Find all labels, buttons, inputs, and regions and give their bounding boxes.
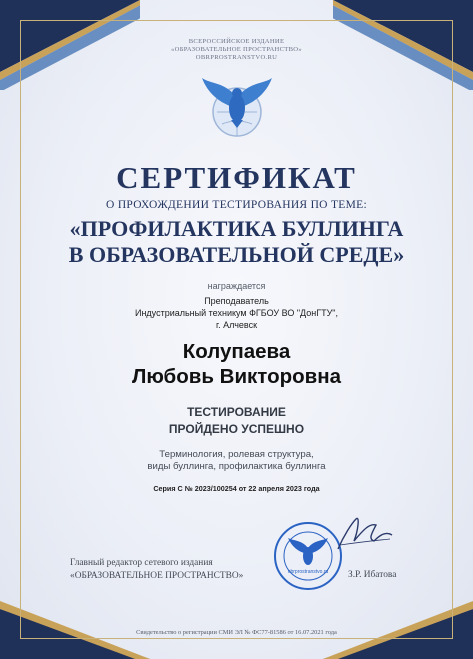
publisher-line2: «ОБРАЗОВАТЕЛЬНОЕ ПРОСТРАНСТВО»	[171, 46, 302, 53]
result-desc2: виды буллинга, профилактика буллинга	[147, 461, 326, 472]
top-right-corner-decoration	[333, 0, 473, 90]
awarded-label: награждается	[207, 281, 266, 291]
editor-role-line2: «ОБРАЗОВАТЕЛЬНОЕ ПРОСТРАНСТВО»	[70, 570, 244, 581]
recipient-organization: Индустриальный техникум ФГБОУ ВО "ДонГТУ",	[134, 308, 338, 318]
stamp-text: obrprostranstvo.ru	[287, 569, 329, 575]
editor-role	[70, 557, 243, 582]
certificate-subtitle: О ПРОХОЖДЕНИИ ТЕСТИРОВАНИЯ ПО ТЕМЕ:	[106, 199, 367, 211]
recipient-city: г. Алчевск	[215, 320, 258, 330]
editor-name: З.Р. Ибатова	[348, 570, 397, 580]
publisher-line1: ВСЕРОССИЙСКОЕ ИЗДАНИЕ	[188, 38, 285, 45]
top-left-corner-decoration	[0, 0, 140, 90]
result-line1: ТЕСТИРОВАНИЕ	[187, 405, 286, 419]
recipient-surname: Колупаева	[182, 340, 291, 363]
result-line2: ПРОЙДЕНО УСПЕШНО	[168, 422, 305, 436]
bottom-left-corner-decoration	[0, 589, 150, 659]
certificate-title: СЕРТИФИКАТ	[116, 160, 357, 195]
registration-text: Свидетельство о регистрации СМИ ЭЛ № ФС77-81586 от 16.07.2021 года	[136, 629, 337, 636]
recipient-given-names: Любовь Викторовна	[131, 365, 342, 388]
topic-line1: «ПРОФИЛАКТИКА БУЛЛИНГА	[69, 216, 404, 241]
topic-line2: В ОБРАЗОВАТЕЛЬНОЙ СРЕДЕ»	[68, 242, 405, 267]
recipient-position: Преподаватель	[204, 296, 269, 306]
bird-globe-logo-icon	[198, 68, 276, 144]
bottom-right-corner-decoration	[323, 589, 473, 659]
handwritten-signature	[330, 505, 400, 560]
publisher-site: OBRPROSTRANSTVO.RU	[195, 54, 278, 61]
result-desc1: Терминология, ролевая структура,	[159, 449, 314, 460]
editor-role-line1: Главный редактор сетевого издания	[70, 558, 213, 568]
certificate-series: Серия С № 2023/100254 от 22 апреля 2023 года	[153, 484, 320, 493]
